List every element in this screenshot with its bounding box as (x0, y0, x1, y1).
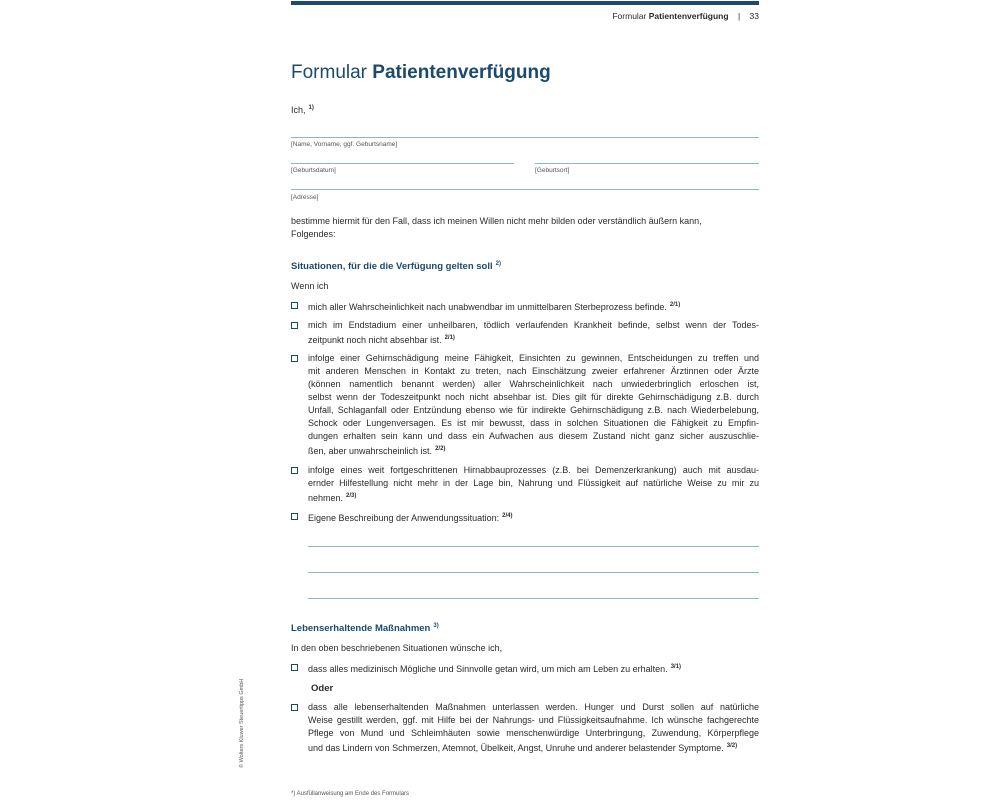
birthplace-field-caption: [Geburtsort] (535, 167, 570, 174)
situation-checkbox-2[interactable] (291, 322, 298, 329)
address-field-caption: [Adresse] (291, 194, 319, 201)
statement-line-1: bestimme hiermit für den Fall, dass ich meinen Willen nicht mehr bilden oder verständlich äußern kann, (291, 216, 702, 226)
page-number: 33 (749, 11, 759, 21)
situations-heading: Situationen, für die die Verfügung gelten soll $^{2)}$ (291, 261, 501, 272)
situation-checkbox-3[interactable] (291, 355, 298, 362)
situation-checkbox-5[interactable] (291, 513, 298, 520)
statement-line-2: Folgendes: (291, 229, 336, 239)
intro-text: Ich, $^{1)}$ (291, 105, 314, 115)
situation-option-5: Eigene Beschreibung der Anwendungssituation: $^{2/4)}$ (308, 513, 513, 523)
birthdate-field[interactable] (291, 163, 514, 164)
own-description-line-1[interactable] (308, 546, 759, 547)
own-description-line-3[interactable] (308, 598, 759, 599)
measures-lead: In den oben beschriebenen Situationen wünsche ich, (291, 643, 503, 653)
birthdate-field-caption: [Geburtsdatum] (291, 167, 336, 174)
measure-option-2: dass alle lebenserhaltenden Maßnahmen unterlassen werden. Hunger und Durst sollen auf natürliche Weise gestillt werden, ggf. mit Hilfe bei der Nahrungs- und Flüssigkeitsaufnahme. Ich wünsche fachgerechte Pflege von Mund und Schleimhäuten sowie menschenwürdige Unterbringung, Zuwendung, Körperpflege und das Lindern von Schmerzen, Atemnot, Übelkeit, Angst, Unruhe und anderer belastender Symptome. $^{3/2)}$ (308, 702, 759, 753)
measure-checkbox-2[interactable] (291, 704, 298, 711)
situation-option-1: mich aller Wahrscheinlichkeit nach unabwendbar im unmittelbaren Sterbeprozess befinde. $^{2/1)}$ (308, 302, 681, 312)
measure-checkbox-1[interactable] (291, 664, 298, 671)
birthplace-field[interactable] (535, 163, 759, 164)
copyright-note: © Wolters Kluwer Steuertipps GmbH (239, 678, 245, 768)
name-field-caption: [Name, Vorname, ggf. Geburtsname] (291, 141, 398, 148)
situation-option-3: infolge einer Gehirnschädigung meine Fähigkeit, Einsichten zu gewinnen, Entscheidungen zu treffen und mit anderen Menschen in Kontakt zu treten, nach Einschätzung zweier erfahrener Ärztinnen oder Ärzte (können namentlich benannt werden) aller Wahrscheinlichkeit nach unwiederbringlich erloschen ist, selbst wenn der Todeszeitpunkt noch nicht absehbar ist. Dies gilt für direkte Gehirnschädigung z.B. durch Unfall, Schlaganfall oder Entzündung ebenso wie für indirekte Gehirnschädigung z.B. nach Wiederbelebung, Schock oder Lungenversagen. Es ist mir bewusst, dass in solchen Situationen die Fähigkeit zu Empfin- dungen erhalten sein kann und dass ein Aufwachen aus diesem Zustand nicht ganz sicher auszuschlie- ßen, aber unwahrscheinlich ist. $^{2/2)}$ (308, 353, 759, 456)
situations-lead: Wenn ich (291, 281, 329, 291)
situation-option-2: mich im Endstadium einer unheilbaren, tödlich verlaufenden Krankheit befinde, selbst wenn der Todes- zeitpunkt noch nicht absehbar ist. $^{2/1)}$ (308, 320, 759, 345)
own-description-line-2[interactable] (308, 572, 759, 573)
situation-checkbox-4[interactable] (291, 467, 298, 474)
address-field[interactable] (291, 189, 759, 190)
measure-option-1: dass alles medizinisch Mögliche und Sinnvolle getan wird, um mich am Leben zu erhalten. $^{3/1)}$ (308, 664, 682, 674)
page-title: Formular Patientenverfügung (291, 62, 551, 83)
situation-checkbox-1[interactable] (291, 302, 298, 309)
top-rule (291, 1, 759, 5)
name-field[interactable] (291, 137, 759, 138)
or-label: Oder (311, 683, 334, 694)
measures-heading: Lebenserhaltende Maßnahmen $^{3)}$ (291, 623, 439, 634)
situation-option-4: infolge eines weit fortgeschrittenen Hirnabbauprozesses (z.B. bei Demenzerkrankung) auch mit ausdau- ernder Hilfestellung nicht mehr in der Lage bin, Nahrung und Flüssigkeit auf natürliche Weise zu mir zu nehmen. $^{2/3)}$ (308, 465, 759, 503)
running-header: Formular Patientenverfügung | 33 (612, 11, 759, 21)
footnote: *) Ausfüllanweisung am Ende des Formulars (291, 791, 410, 797)
